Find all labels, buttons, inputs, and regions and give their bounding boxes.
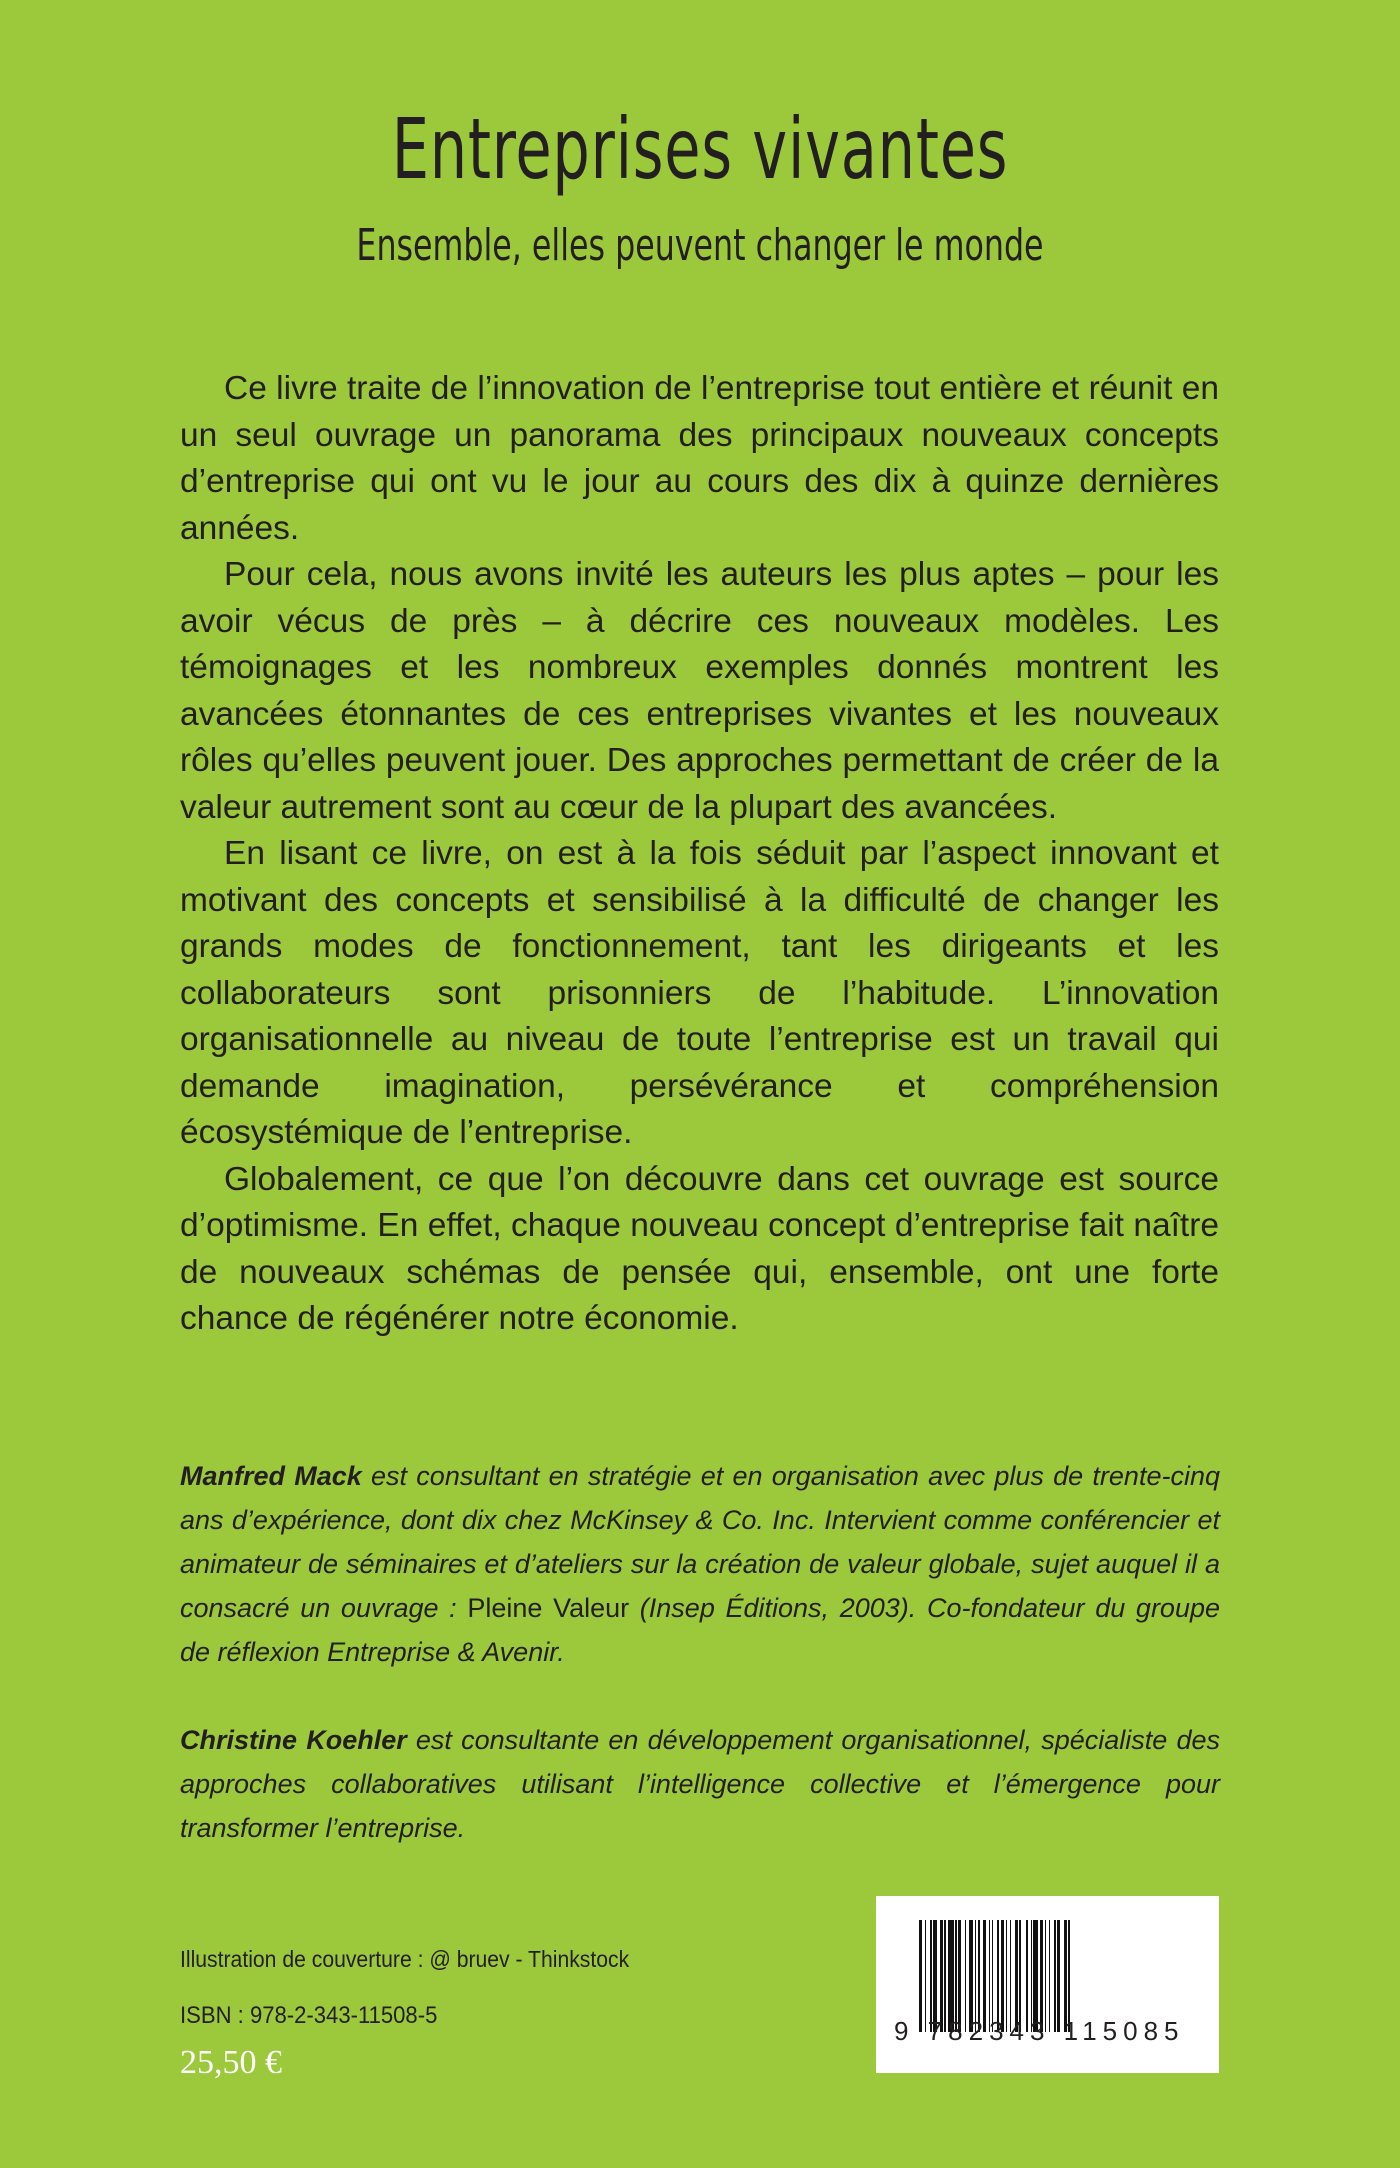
book-reference: Pleine Valeur [467, 1593, 630, 1623]
author-bios [180, 1454, 1220, 1894]
blurb-paragraph: Pour cela, nous avons invité les auteurs les plus aptes – pour les avoir vécus de près – à décrire ces nouveaux modèles. Les témoignages et les nombreux exemples donnés montrent les avancées étonnantes de ces entreprises vivantes et les nouveaux rôles qu’elles peuvent jouer. Des approches permettant de créer de la valeur autrement sont au cœur de la plupart des avancées. [180, 556, 1219, 826]
isbn: ISBN : 978-2-343-11508-5 [180, 2002, 438, 2029]
book-title: Entreprises vivantes [391, 100, 1009, 198]
author-name: Christine Koehler [180, 1725, 407, 1755]
illustration-credit: Illustration de couverture : @ bruev - Thinkstock [180, 1946, 630, 1972]
price: 25,50 € [180, 2044, 282, 2081]
book-subtitle: Ensemble, elles peuvent changer le monde [356, 220, 1044, 271]
author-name: Manfred Mack [180, 1461, 362, 1491]
blurb-paragraph: En lisant ce livre, on est à la fois séduit par l’aspect innovant et motivant des concepts et sensibilisé à la difficulté de changer les grands modes de fonctionnement, tant les dirigeants et les collaborateurs sont prisonniers de l’habitude. L’innovation organisationnelle au niveau de toute l’entreprise est un travail qui demande imagination, persévérance et compréhension écosystémique de l’entreprise. [180, 835, 1219, 1151]
bio-text: est consultant en stratégie et en organisation avec plus de trente-cinq ans d’expérience, dont dix chez McKinsey & Co. Inc. Intervient comme conférencier et animateur de séminaires et d’ateliers sur la création de valeur globale, sujet auquel il a consacré un ouvrage : [180, 1461, 1220, 1623]
bio-text: (Insep Éditions, 2003). Co-fondateur du groupe de réflexion Entreprise & Avenir. [180, 1593, 1220, 1667]
bio-text: est consultante en développement organisationnel, spécialiste des approches collaboratives utilisant l’intelligence collective et l’émergence pour transformer l’entreprise. [180, 1725, 1221, 1843]
barcode-number: 9 782343 115085 [894, 2016, 1185, 2046]
blurb [180, 366, 1219, 1343]
author-bio [180, 1454, 1220, 1674]
barcode [876, 1896, 1219, 2073]
blurb-paragraph: Globalement, ce que l’on découvre dans cet ouvrage est source d’optimisme. En effet, chaque nouveau concept d’entreprise fait naître de nouveaux schémas de pensée qui, ensemble, ont une forte chance de régénérer notre économie. [180, 1160, 1219, 1337]
blurb-paragraph: Ce livre traite de l’innovation de l’entreprise tout entière et réunit en un seul ouvrage un panorama des principaux nouveaux concepts d’entreprise qui ont vu le jour au cours des dix à quinze dernières années. [180, 370, 1219, 547]
author-bio [180, 1718, 1220, 1850]
